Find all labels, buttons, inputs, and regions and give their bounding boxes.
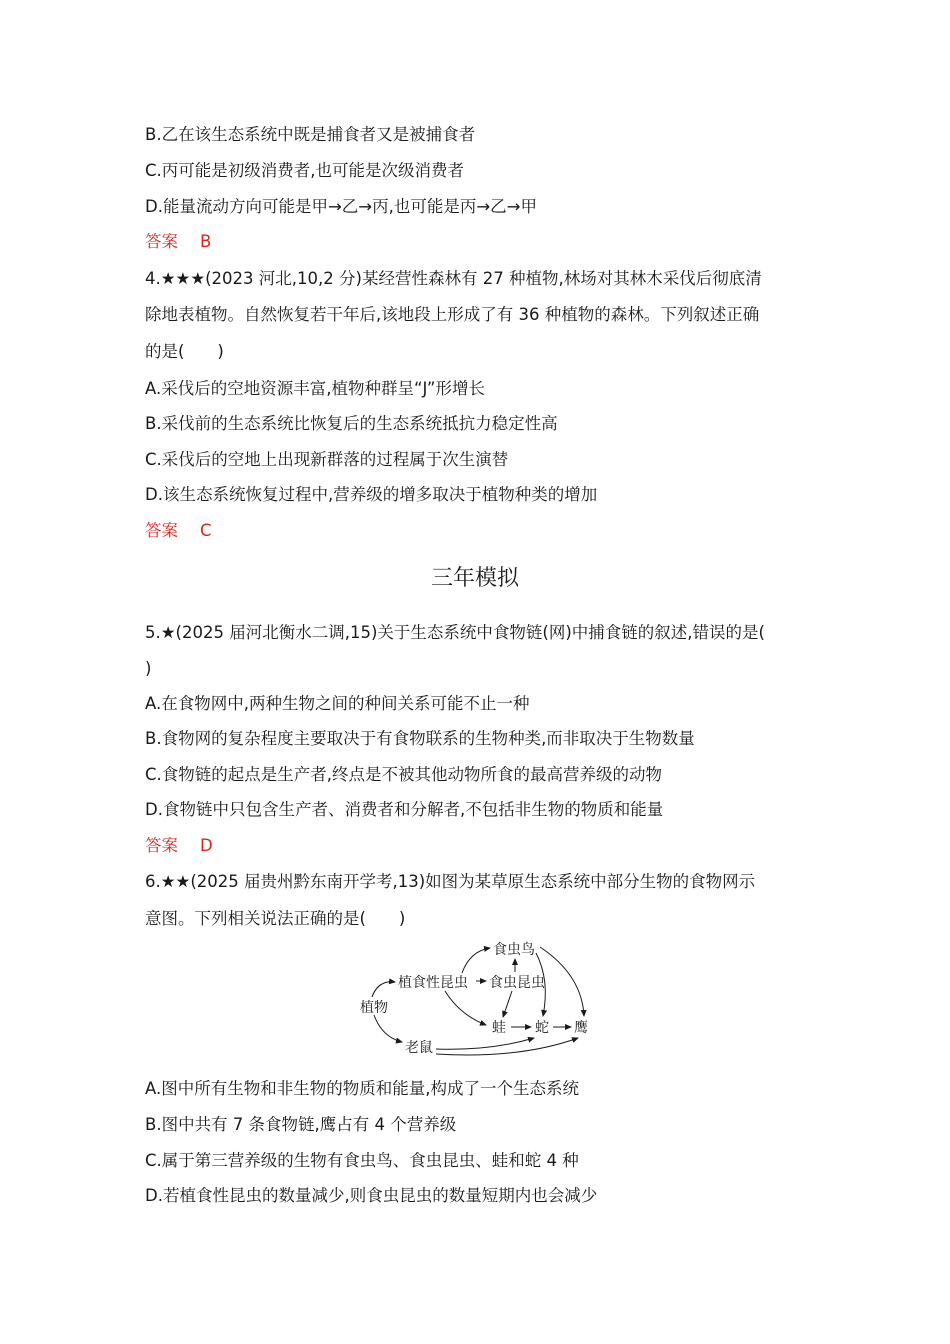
node-eagle: 鹰: [574, 1020, 588, 1036]
answer-value: C: [200, 521, 212, 540]
food-web-diagram: [350, 935, 600, 1060]
q5-option-b: B.食物网的复杂程度主要取决于有食物联系的生物种类,而非取决于生物数量: [145, 729, 695, 748]
arrow-mouse-to-eagle: [436, 1038, 578, 1055]
q3-option-d: D.能量流动方向可能是甲→乙→丙,也可能是丙→乙→甲: [145, 197, 537, 216]
q4-stem-line-2: 除地表植物。自然恢复若干年后,该地段上形成了有 36 种植物的森林。下列叙述正确: [145, 305, 760, 324]
q5-option-d: D.食物链中只包含生产者、消费者和分解者,不包括非生物的物质和能量: [145, 800, 664, 819]
answer-label: 答案: [145, 232, 178, 251]
q4-option-d: D.该生态系统恢复过程中,营养级的增多取决于植物种类的增加: [145, 485, 598, 504]
food-web-arrows: [372, 947, 584, 1055]
q5-stem-line-1: 5.★(2025 届河北衡水二调,15)关于生态系统中食物链(网)中捕食链的叙述,错误的是(: [145, 623, 765, 642]
arrow-herb-insect-to-frog: [445, 991, 486, 1025]
q4-option-c: C.采伐后的空地上出现新群落的过程属于次生演替: [145, 450, 509, 469]
q3-option-c: C.丙可能是初级消费者,也可能是次级消费者: [145, 161, 465, 180]
arrow-herb-insect-to-insect-bird: [462, 948, 490, 973]
node-mouse: 老鼠: [405, 1040, 433, 1056]
q6-option-c: C.属于第三营养级的生物有食虫鸟、食虫昆虫、蛙和蛇 4 种: [145, 1151, 579, 1170]
q5-option-a: A.在食物网中,两种生物之间的种间关系可能不止一种: [145, 694, 530, 713]
node-herbivorous-insect: 植食性昆虫: [398, 975, 468, 991]
answer-label: 答案: [145, 521, 178, 540]
arrow-insect-bird-to-eagle: [540, 947, 584, 1016]
node-snake: 蛇: [535, 1020, 549, 1036]
q4-stem-line-1: 4.★★★(2023 河北,10,2 分)某经营性森林有 27 种植物,林场对其林木采伐后彻底清: [145, 269, 762, 288]
q4-stem-line-3: 的是( ): [145, 342, 224, 361]
q6-stem-line-2: 意图。下列相关说法正确的是( ): [145, 909, 406, 928]
arrow-plant-to-mouse: [374, 1015, 402, 1042]
q6-option-b: B.图中共有 7 条食物链,鹰占有 4 个营养级: [145, 1115, 457, 1134]
q4-answer: [145, 520, 212, 542]
section-title: 三年模拟: [430, 566, 519, 591]
arrow-mouse-to-snake: [436, 1038, 534, 1049]
q5-stem-line-2: ): [145, 659, 152, 678]
answer-value: B: [200, 232, 212, 251]
q4-option-a: A.采伐后的空地资源丰富,植物种群呈“J”形增长: [145, 379, 485, 398]
q5-answer: [145, 835, 213, 857]
node-frog: 蛙: [492, 1020, 506, 1036]
answer-label: 答案: [145, 836, 178, 855]
arrow-plant-to-herb-insect: [372, 982, 395, 997]
q6-option-d: D.若植食性昆虫的数量减少,则食虫昆虫的数量短期内也会减少: [145, 1186, 598, 1205]
answer-value: D: [200, 836, 213, 855]
q5-option-c: C.食物链的起点是生产者,终点是不被其他动物所食的最高营养级的动物: [145, 765, 663, 784]
q4-option-b: B.采伐前的生态系统比恢复后的生态系统抵抗力稳定性高: [145, 414, 558, 433]
q6-option-a: A.图中所有生物和非生物的物质和能量,构成了一个生态系统: [145, 1079, 579, 1098]
node-plant: 植物: [360, 1000, 388, 1016]
q3-answer: [145, 231, 211, 253]
q3-option-b: B.乙在该生态系统中既是捕食者又是被捕食者: [145, 125, 476, 144]
node-insectivorous-bird: 食虫鸟: [493, 942, 535, 958]
arrow-insect-insect-to-frog: [503, 991, 512, 1017]
q6-stem-line-1: 6.★★(2025 届贵州黔东南开学考,13)如图为某草原生态系统中部分生物的食物网示: [145, 872, 756, 891]
node-insectivorous-insect: 食虫昆虫: [489, 975, 545, 991]
